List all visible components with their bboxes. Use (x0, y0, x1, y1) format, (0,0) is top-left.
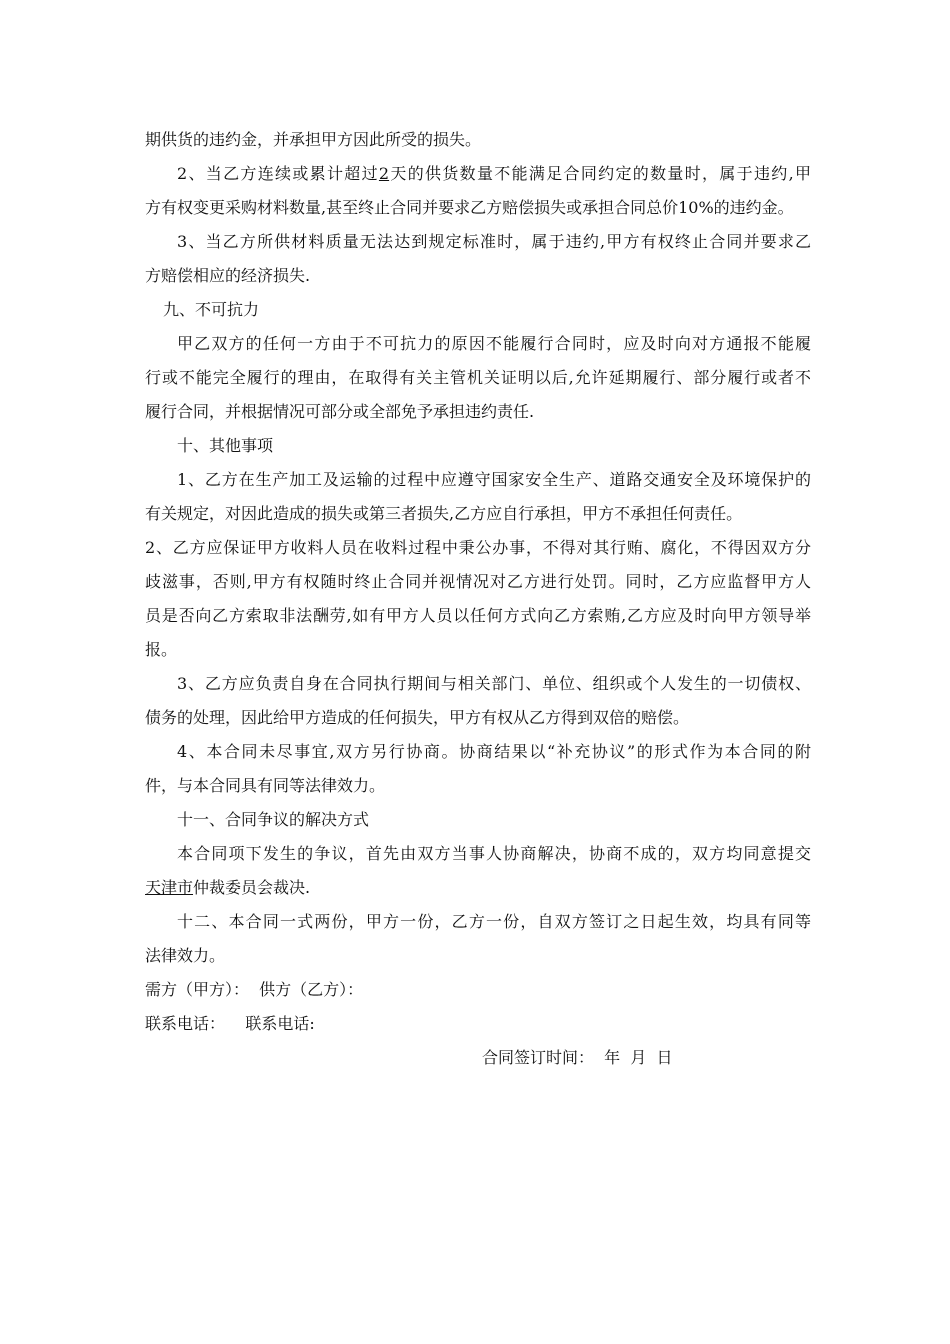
clause-11-line-2 (145, 871, 811, 905)
clause-10-2-line-1: 2、乙方应保证甲方收料人员在收料过程中秉公办事，不得对其行贿、腐化，不得因双方分 (145, 538, 811, 557)
clause-10-4-line-2: 件，与本合同具有同等法律效力。 (145, 776, 386, 795)
clause-10-2-line-4: 报。 (145, 640, 178, 659)
clause-10-2-line-2: 歧滋事，否则,甲方有权随时终止合同并视情况对乙方进行处罚。同时，乙方应监督甲方人 (145, 572, 811, 591)
clause-9-line-3: 履行合同，并根据情况可部分或全部免予承担违约责任. (145, 402, 535, 421)
section-10-heading: 十、其他事项 (177, 436, 274, 455)
section-9-heading: 九、不可抗力 (163, 300, 260, 319)
clause-9-line-1: 甲乙双方的任何一方由于不可抗力的原因不能履行合同时，应及时向对方通报不能履 (177, 334, 811, 353)
clause-8-3-line-2: 方赔偿相应的经济损失. (145, 266, 311, 285)
clause-10-4-line-1: 4、本合同未尽事宜,双方另行协商。协商结果以“补充协议”的形式作为本合同的附 (177, 742, 811, 761)
clause-8-2-line-2: 方有权变更采购材料数量,甚至终止合同并要求乙方赔偿损失或承担合同总价10%的违约金。 (145, 198, 794, 217)
section-11-heading: 十一、合同争议的解决方式 (177, 810, 370, 829)
clause-8-tail: 期供货的违约金，并承担甲方因此所受的损失。 (145, 130, 482, 149)
clause-8-2-text-b: 天的供货数量不能满足合同约定的数量时，属于违约,甲 (389, 164, 811, 183)
clause-8-3-line-1: 3、当乙方所供材料质量无法达到规定标准时，属于违约,甲方有权终止合同并要求乙 (177, 232, 811, 251)
clause-12-line-1: 十二、本合同一式两份，甲方一份，乙方一份，自双方签订之日起生效，均具有同等 (177, 912, 811, 931)
clause-9-line-2: 行或不能完全履行的理由，在取得有关主管机关证明以后,允许延期履行、部分履行或者不 (145, 368, 811, 387)
signing-date: 合同签订时间： 年 月 日 (482, 1048, 673, 1067)
clause-10-1-line-2: 有关规定，对因此造成的损失或第三者损失,乙方应自行承担，甲方不承担任何责任。 (145, 504, 743, 523)
signature-parties: 需方（甲方）： 供方（乙方）： (145, 980, 364, 999)
clause-10-3-line-1: 3、乙方应负责自身在合同执行期间与相关部门、单位、组织或个人发生的一切债权、 (177, 674, 811, 693)
clause-10-1-line-1: 1、乙方在生产加工及运输的过程中应遵守国家安全生产、道路交通安全及环境保护的 (177, 470, 811, 489)
clause-11-text-b: 仲裁委员会裁决. (193, 878, 311, 897)
clause-8-2-text-a: 2、当乙方连续或累计超过 (177, 164, 379, 183)
days-value: 2 (378, 164, 390, 183)
clause-12-line-2: 法律效力。 (145, 946, 226, 965)
clause-8-2-line-1 (145, 157, 811, 191)
clause-11-line-1: 本合同项下发生的争议，首先由双方当事人协商解决，协商不成的，双方均同意提交 (177, 844, 811, 863)
signature-phones: 联系电话： 联系电话: (145, 1014, 315, 1033)
arbitration-city: 天津市 (145, 878, 194, 897)
clause-10-2-line-3: 员是否向乙方索取非法酬劳,如有甲方人员以任何方式向乙方索贿,乙方应及时向甲方领导举 (145, 606, 811, 625)
contract-body (145, 123, 811, 1075)
clause-10-3-line-2: 债务的处理，因此给甲方造成的任何损失，甲方有权从乙方得到双倍的赔偿。 (145, 708, 690, 727)
